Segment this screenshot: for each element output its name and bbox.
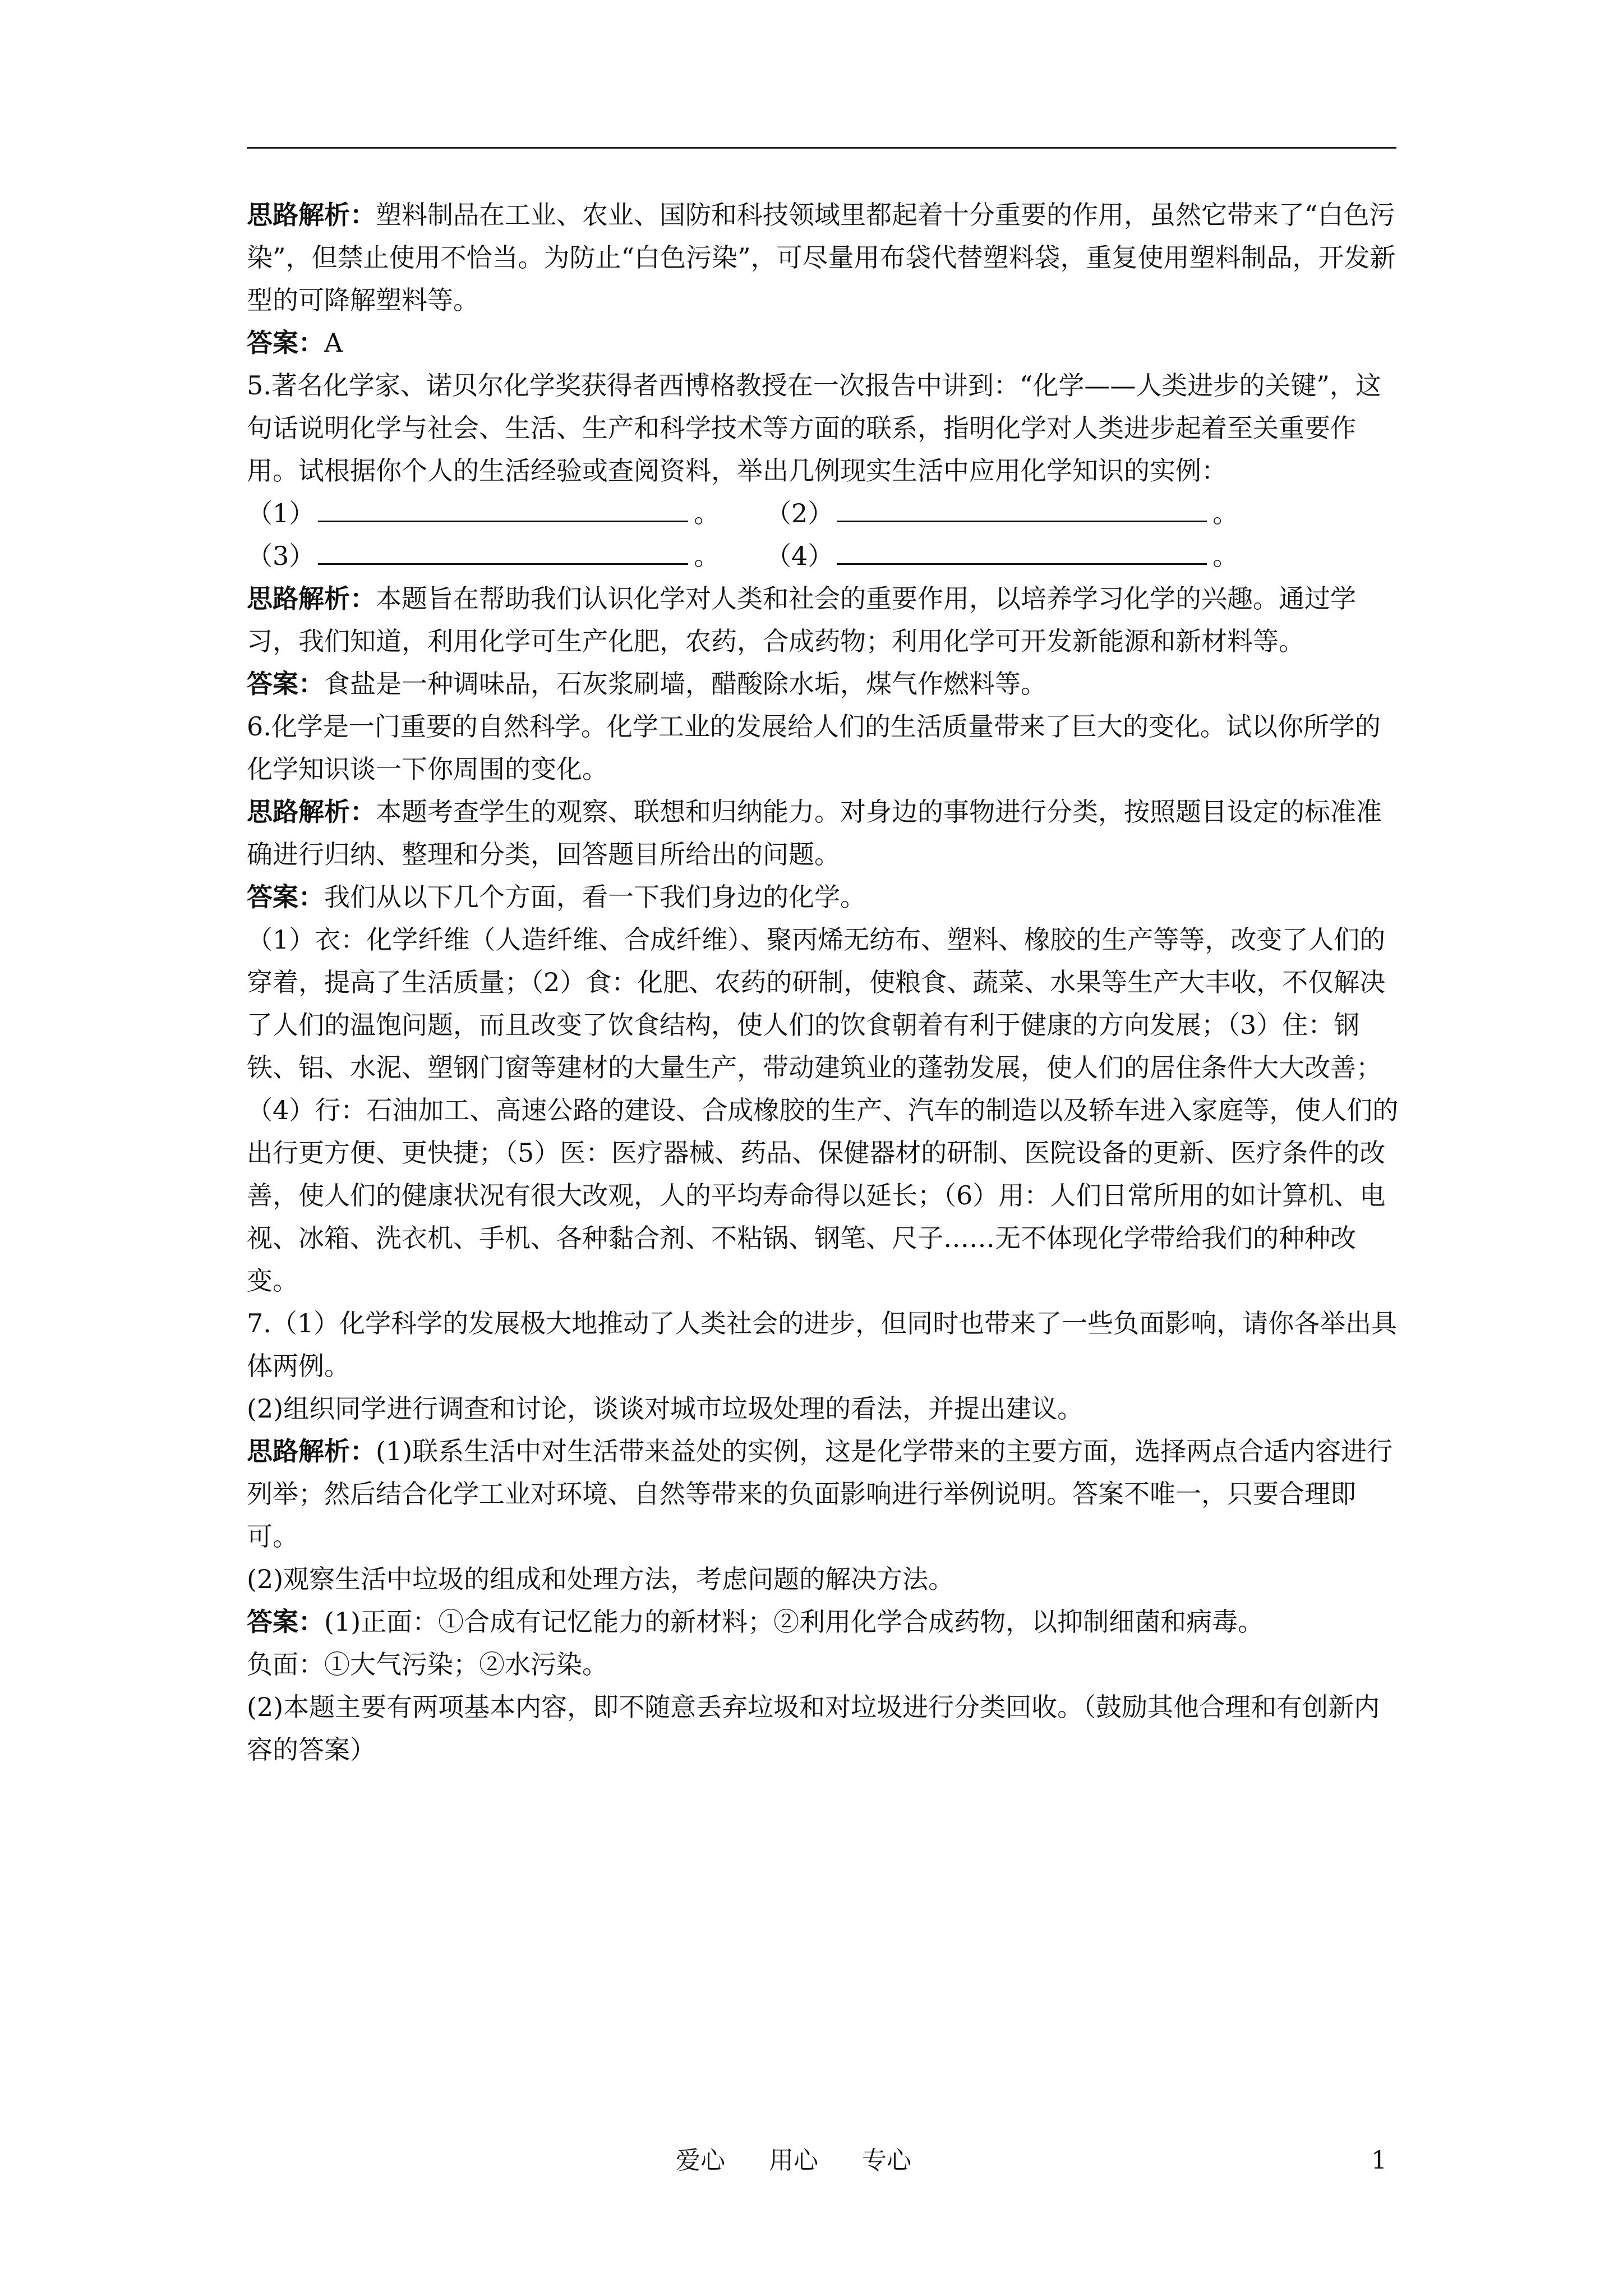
blank-number: （2） xyxy=(766,498,834,528)
paragraph-text: (1)正面：①合成有记忆能力的新材料；②利用化学合成药物，以抑制细菌和病毒。 xyxy=(324,1607,1264,1637)
paragraph xyxy=(247,1686,1402,1771)
blank-item xyxy=(247,535,766,577)
paragraph-text: 6.化学是一门重要的自然科学。化学工业的发展给人们的生活质量带来了巨大的变化。试以你所学的化学知识谈一下你周围的变化。 xyxy=(247,711,1381,784)
blank-row xyxy=(247,535,1402,577)
footer-item: 爱心 xyxy=(676,2146,725,2175)
footer-item: 用心 xyxy=(769,2146,818,2175)
blank-number: （3） xyxy=(247,541,315,571)
blank-item xyxy=(766,492,1284,535)
paragraph-text: 5.著名化学家、诺贝尔化学奖获得者西博格教授在一次报告中讲到：“化学——人类进步的关键”，这句话说明化学与社会、生活、生产和科学技术等方面的联系，指明化学对人类进步起着至关重要作用。试根据你个人的生活经验或查阅资料，举出几例现实生活中应用化学知识的实例： xyxy=(247,370,1381,486)
paragraph xyxy=(247,321,1402,364)
answer-blank[interactable] xyxy=(318,535,688,565)
blank-end: 。 xyxy=(1212,498,1239,528)
header-rule xyxy=(247,147,1396,149)
blank-number: （4） xyxy=(766,541,834,571)
question-6 xyxy=(247,705,1402,790)
page-number: 1 xyxy=(1371,2146,1387,2175)
paragraph-text: 塑料制品在工业、农业、国防和科技领域里都起着十分重要的作用，虽然它带来了“白色污染”，但禁止使用不恰当。为防止“白色污染”，可尽量用布袋代替塑料袋，重复使用塑料制品，开发新型的可降解塑料等。 xyxy=(247,200,1396,315)
paragraph-text: (2)组织同学进行调查和讨论，谈谈对城市垃圾处理的看法，并提出建议。 xyxy=(247,1393,1083,1424)
paragraph-label: 答案： xyxy=(247,328,324,358)
paragraph-label: 思路解析： xyxy=(247,200,376,230)
blank-end: 。 xyxy=(694,541,720,571)
paragraph xyxy=(247,1558,1402,1600)
paragraph-label: 答案： xyxy=(247,1607,324,1637)
blank-row xyxy=(247,492,1402,535)
paragraph xyxy=(247,876,1402,918)
paragraph xyxy=(247,577,1402,662)
paragraph-text: 我们从以下几个方面，看一下我们身边的化学。 xyxy=(324,882,866,912)
paragraph xyxy=(247,1643,1402,1686)
paragraph xyxy=(247,194,1402,321)
paragraph-text: 负面：①大气污染；②水污染。 xyxy=(247,1649,608,1680)
answer-blank[interactable] xyxy=(837,493,1207,522)
paragraph-text: A xyxy=(324,328,343,358)
footer-item: 专心 xyxy=(862,2146,911,2175)
question-7 xyxy=(247,1302,1402,1387)
footer-motto xyxy=(676,2144,911,2178)
paragraph-text: 本题考查学生的观察、联想和归纳能力。对身边的事物进行分类，按照题目设定的标准准确进行归纳、整理和分类，回答题目所给出的问题。 xyxy=(247,797,1382,869)
document-body xyxy=(247,194,1402,1771)
paragraph-text: （1）衣：化学纤维（人造纤维、合成纤维）、聚丙烯无纺布、塑料、橡胶的生产等等，改变了人们的穿着，提高了生活质量；（2）食：化肥、农药的研制，使粮食、蔬菜、水果等生产大丰收，不仅解决了人们的温饱问题，而且改变了饮食结构，使人们的饮食朝着有利于健康的方向发展；（3）住：钢铁、铝、水泥、塑钢门窗等建材的大量生产，带动建筑业的蓬勃发展，使人们的居住条件大大改善；（4）行：石油加工、高速公路的建设、合成橡胶的生产、汽车的制造以及轿车进入家庭等，使人们的出行更方便、更快捷；（5）医：医疗器械、药品、保健器材的研制、医院设备的更新、医疗条件的改善，使人们的健康状况有很大改观，人的平均寿命得以延长；（6）用：人们日常所用的如计算机、电视、冰箱、洗衣机、手机、各种黏合剂、不粘锅、钢笔、尺子……无不体现化学带给我们的种种改变。 xyxy=(247,924,1399,1296)
blank-item xyxy=(766,535,1284,577)
paragraph-label: 答案： xyxy=(247,669,324,699)
paragraph xyxy=(247,662,1402,705)
paragraph-text: (2)观察生活中垃圾的组成和处理方法，考虑问题的解决方法。 xyxy=(247,1564,955,1594)
paragraph xyxy=(247,1387,1402,1430)
paragraph xyxy=(247,1430,1402,1558)
blank-number: （1） xyxy=(247,498,315,528)
paragraph xyxy=(247,790,1402,876)
paragraph-label: 思路解析： xyxy=(247,797,376,827)
paragraph xyxy=(247,918,1402,1302)
paragraph-text: 7.（1）化学科学的发展极大地推动了人类社会的进步，但同时也带来了一些负面影响，请你各举出具体两例。 xyxy=(247,1308,1398,1381)
paragraph-text: (2)本题主要有两项基本内容，即不随意丢弃垃圾和对垃圾进行分类回收。（鼓励其他合理和有创新内容的答案） xyxy=(247,1692,1380,1765)
paragraph-label: 答案： xyxy=(247,882,324,912)
paragraph xyxy=(247,1600,1402,1643)
answer-blank[interactable] xyxy=(837,535,1207,565)
paragraph-label: 思路解析： xyxy=(247,1436,376,1466)
paragraph-label: 思路解析： xyxy=(247,583,376,614)
paragraph-text: (1)联系生活中对生活带来益处的实例，这是化学带来的主要方面，选择两点合适内容进行列举；然后结合化学工业对环境、自然等带来的负面影响进行举例说明。答案不唯一，只要合理即可。 xyxy=(247,1436,1393,1552)
question-5 xyxy=(247,364,1402,492)
blank-end: 。 xyxy=(694,498,720,528)
blank-item xyxy=(247,492,766,535)
paragraph-text: 本题旨在帮助我们认识化学对人类和社会的重要作用，以培养学习化学的兴趣。通过学习，我们知道，利用化学可生产化肥，农药，合成药物；利用化学可开发新能源和新材料等。 xyxy=(247,583,1356,656)
blank-end: 。 xyxy=(1212,541,1239,571)
paragraph-text: 食盐是一种调味品，石灰浆刷墙，醋酸除水垢，煤气作燃料等。 xyxy=(324,669,1046,699)
answer-blank[interactable] xyxy=(318,493,688,522)
